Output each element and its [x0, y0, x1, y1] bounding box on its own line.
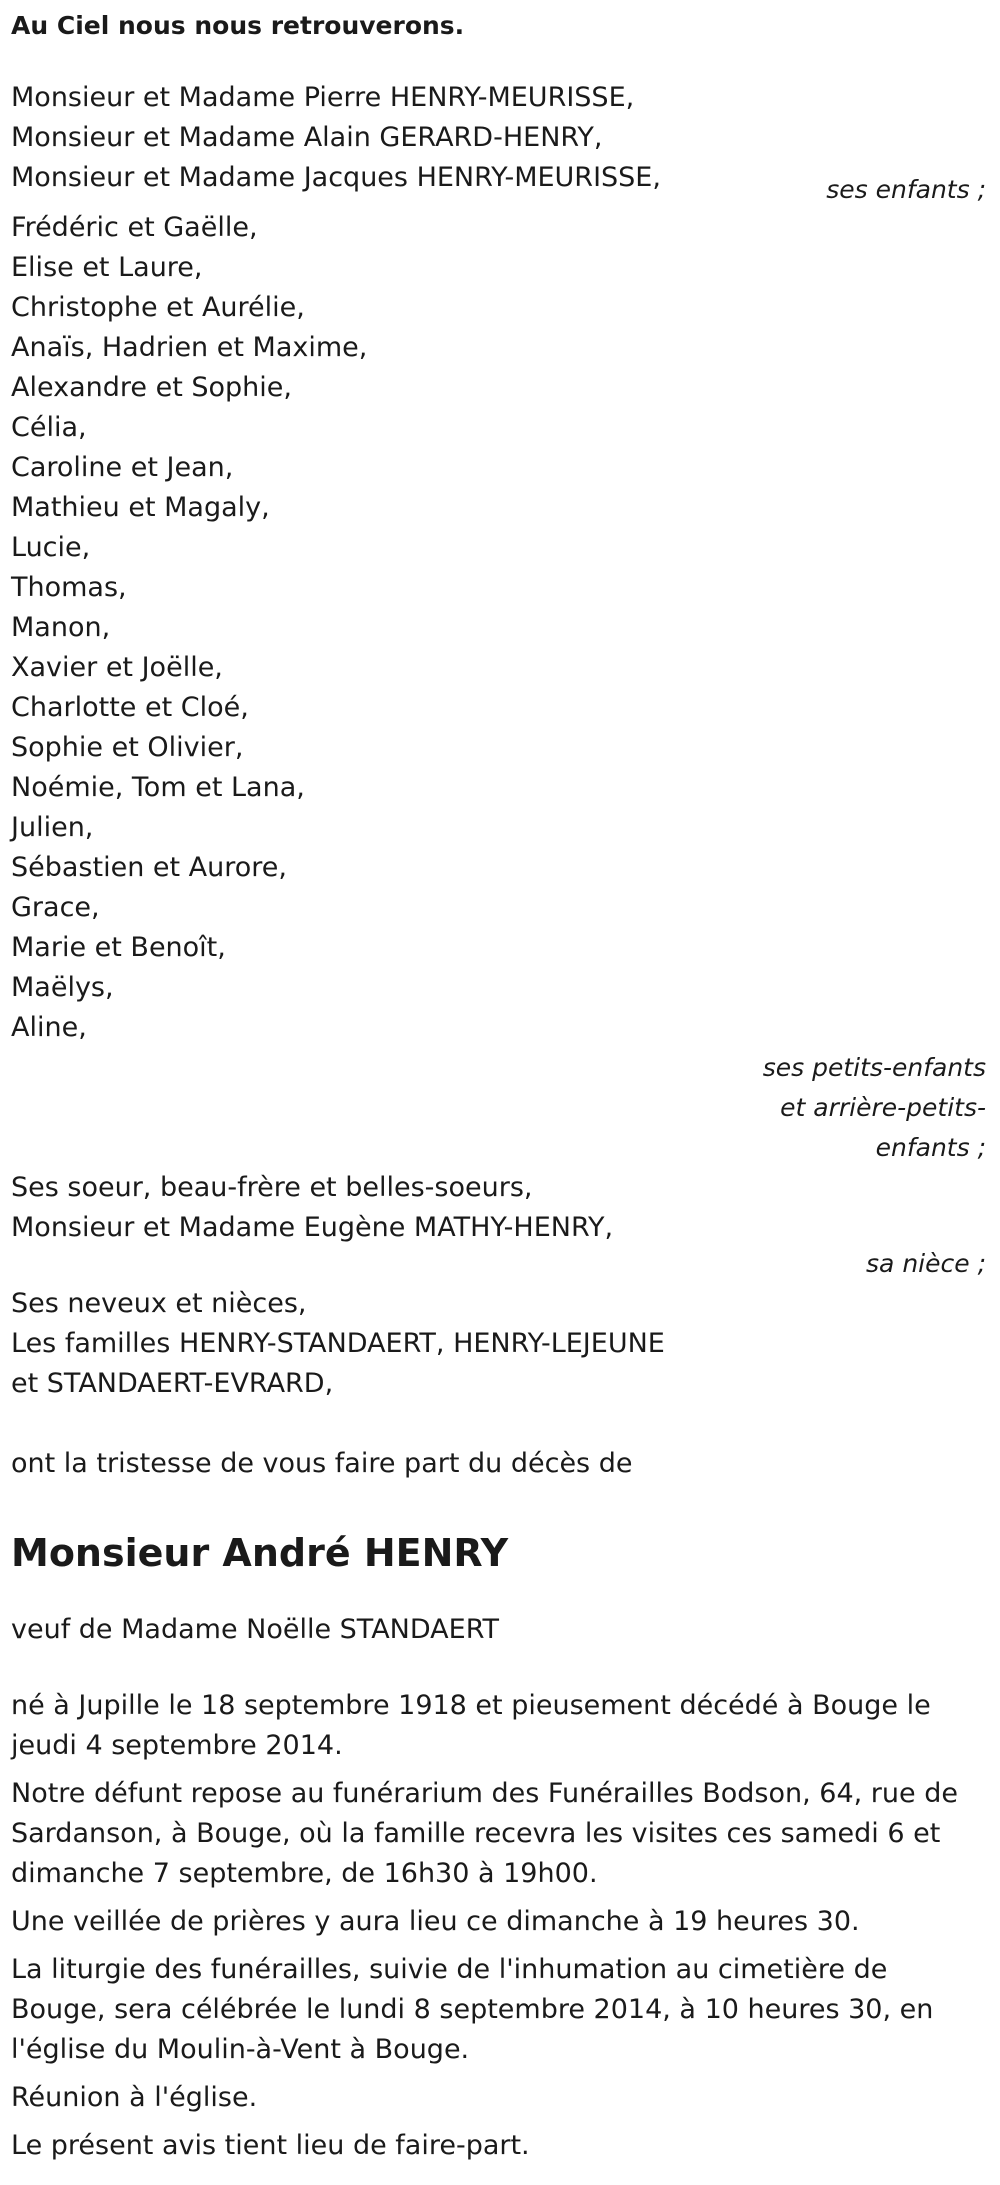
nephews-line: Les familles HENRY-STANDAERT, HENRY-LEJEUNE [11, 1328, 665, 1359]
vigil-paragraph: Une veillée de prières y aura lieu ce dimanche à 19 heures 30. [11, 1906, 860, 1937]
siblings-role: sa nièce ; [866, 1249, 986, 1278]
grandchildren-role-line: ses petits-enfants [762, 1053, 986, 1082]
nephews-block [11, 1284, 988, 1404]
siblings-line: Ses soeur, beau-frère et belles-soeurs, [11, 1172, 533, 1203]
children-line: Monsieur et Madame Jacques HENRY-MEURISSE, [11, 162, 661, 193]
grandchild-line: Lucie, [11, 532, 91, 563]
widower-line: veuf de Madame Noëlle STANDAERT [11, 1614, 500, 1645]
grandchild-line: Xavier et Joëlle, [11, 652, 223, 683]
children-role: ses enfants ; [826, 175, 986, 204]
grandchild-line: Thomas, [11, 572, 127, 603]
children-block [11, 78, 988, 210]
liturgy-paragraph: La liturgie des funérailles, suivie de l'inhumation au cimetière de Bouge, sera célébrée le lundi 8 septembre 2014, à 10 heures 30, en l'église du Moulin-à-Vent à Bouge. [11, 1954, 934, 2065]
grandchildren-role-line: enfants ; [875, 1133, 986, 1162]
grandchild-line: Sophie et Olivier, [11, 732, 244, 763]
grandchild-line: Frédéric et Gaëlle, [11, 212, 258, 243]
grandchild-line: Anaïs, Hadrien et Maxime, [11, 332, 368, 363]
grandchild-line: Noémie, Tom et Lana, [11, 772, 305, 803]
grandchild-line: Elise et Laure, [11, 252, 203, 283]
children-line: Monsieur et Madame Pierre HENRY-MEURISSE, [11, 82, 635, 113]
grandchild-line: Christophe et Aurélie, [11, 292, 305, 323]
announcement-text: ont la tristesse de vous faire part du décès de [11, 1448, 633, 1479]
notice-paragraph: Le présent avis tient lieu de faire-part. [11, 2130, 530, 2161]
deceased-name: Monsieur André HENRY [11, 1531, 509, 1575]
grandchild-line: Manon, [11, 612, 111, 643]
grandchild-line: Aline, [11, 1012, 87, 1043]
siblings-line: Monsieur et Madame Eugène MATHY-HENRY, [11, 1212, 614, 1243]
funerarium-paragraph: Notre défunt repose au funérarium des Funérailles Bodson, 64, rue de Sardanson, à Bouge, où la famille recevra les visites ces samedi 6 et dimanche 7 septembre, de 16h30 à 19h00. [11, 1778, 958, 1889]
grandchild-line: Charlotte et Cloé, [11, 692, 249, 723]
siblings-block [11, 1168, 988, 1284]
children-line: Monsieur et Madame Alain GERARD-HENRY, [11, 122, 603, 153]
grandchild-line: Grace, [11, 892, 100, 923]
nephews-line: Ses neveux et nièces, [11, 1288, 307, 1319]
grandchild-line: Maëlys, [11, 972, 114, 1003]
grandchild-line: Julien, [11, 812, 94, 843]
grandchildren-block [11, 208, 988, 1168]
grandchild-line: Mathieu et Magaly, [11, 492, 270, 523]
birth-death-paragraph: né à Jupille le 18 septembre 1918 et pieusement décédé à Bouge le jeudi 4 septembre 2014. [11, 1690, 931, 1761]
grandchild-line: Marie et Benoît, [11, 932, 226, 963]
notice-heading: Au Ciel nous nous retrouverons. [11, 11, 465, 40]
grandchild-line: Caroline et Jean, [11, 452, 234, 483]
grandchild-line: Alexandre et Sophie, [11, 372, 292, 403]
grandchildren-role-line: et arrière-petits- [780, 1093, 986, 1122]
grandchild-line: Sébastien et Aurore, [11, 852, 287, 883]
grandchild-line: Célia, [11, 412, 87, 443]
nephews-line: et STANDAERT-EVRARD, [11, 1368, 334, 1399]
meeting-paragraph: Réunion à l'église. [11, 2082, 258, 2113]
